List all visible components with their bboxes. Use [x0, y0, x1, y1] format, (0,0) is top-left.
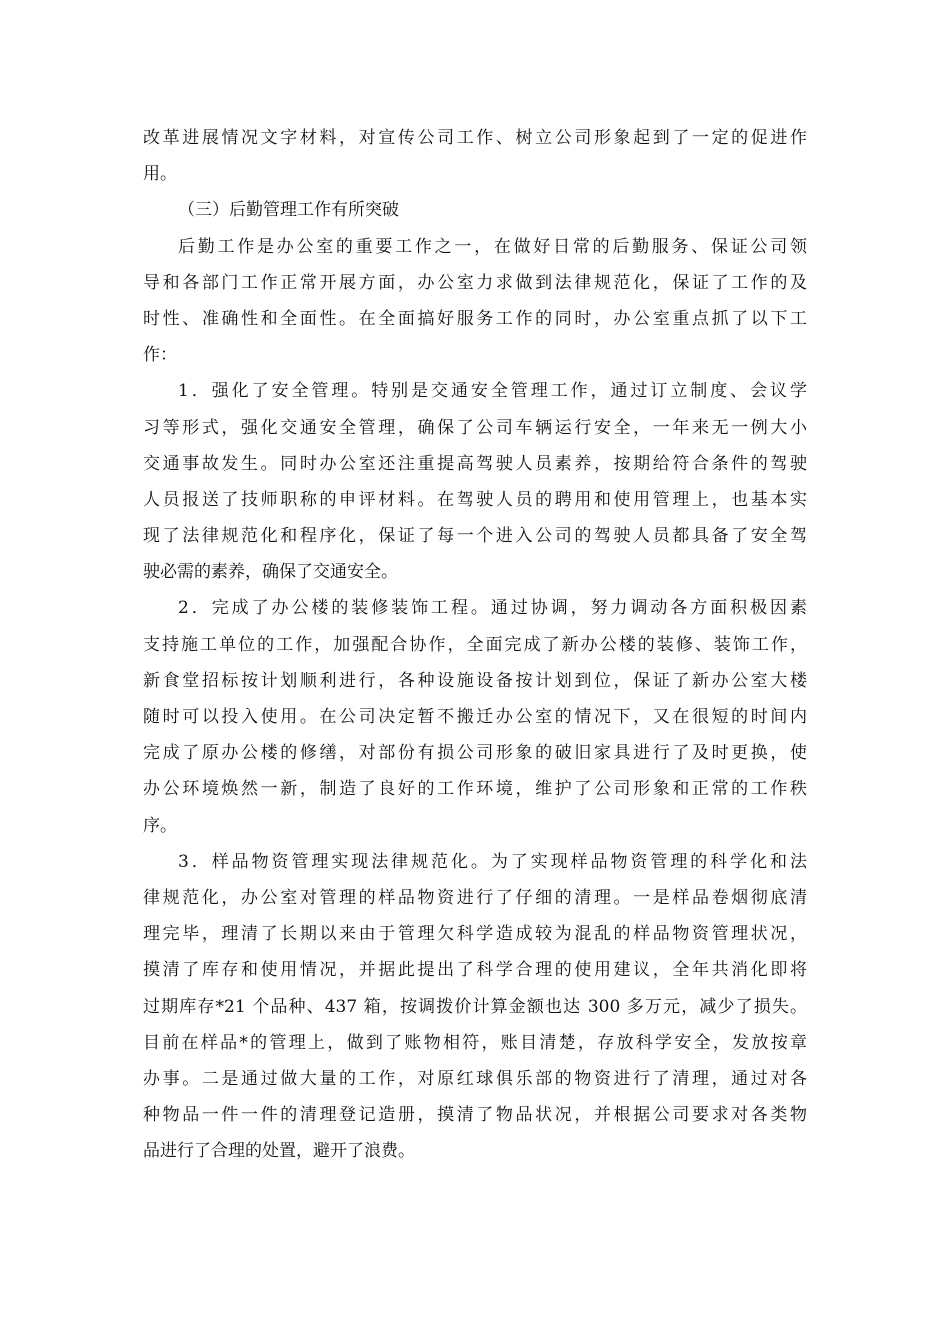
- text-line: 摸清了库存和使用情况，并据此提出了科学合理的使用建议，全年共消化即将: [143, 960, 807, 981]
- text-line: 理完毕，理清了长期以来由于管理欠科学造成较为混乱的样品物资管理状况，: [143, 924, 807, 945]
- text-line: 随时可以投入使用。在公司决定暂不搬迁办公室的情况下，又在很短的时间内: [143, 707, 807, 727]
- text-line: 2．完成了办公楼的装修装饰工程。通过协调，努力调动各方面积极因素: [178, 598, 807, 619]
- text-line: 导和各部门工作正常开展方面，办公室力求做到法律规范化，保证了工作的及: [143, 272, 807, 293]
- text-line: 种物品一件一件的清理登记造册，摸清了物品状况，并根据公司要求对各类物: [143, 1105, 807, 1126]
- text-line: 1．强化了安全管理。特别是交通安全管理工作，通过订立制度、会议学: [178, 381, 807, 402]
- text-line: 3．样品物资管理实现法律规范化。为了实现样品物资管理的科学化和法: [178, 851, 807, 872]
- text-line: 后勤工作是办公室的重要工作之一，在做好日常的后勤服务、保证公司领: [178, 236, 807, 257]
- text-line: 现了法律规范化和程序化，保证了每一个进入公司的驾驶人员都具备了安全驾: [143, 526, 807, 547]
- text-line: 作：: [143, 345, 177, 366]
- text-line: 人员报送了技师职称的申评材料。在驾驶人员的聘用和使用管理上，也基本实: [143, 489, 807, 510]
- text-line: 办事。二是通过做大量的工作，对原红球俱乐部的物资进行了清理，通过对各: [143, 1068, 807, 1089]
- body-text: [143, 120, 807, 1169]
- section-heading: （三）后勤管理工作有所突破: [178, 200, 399, 221]
- text-line: 新食堂招标按计划顺利进行，各种设施设备按计划到位，保证了新办公室大楼: [143, 670, 807, 691]
- text-line: 用。: [143, 164, 177, 185]
- text-line: 完成了原办公楼的修缮，对部份有损公司形象的破旧家具进行了及时更换，使: [143, 743, 807, 764]
- text-line: 序。: [143, 815, 177, 836]
- text-line: 时性、准确性和全面性。在全面搞好服务工作的同时，办公室重点抓了以下工: [143, 308, 807, 329]
- text-line: 习等形式，强化交通安全管理，确保了公司车辆运行安全，一年来无一例大小: [143, 417, 807, 438]
- text-line: 过期库存*21 个品种、437 箱，按调拨价计算金额也达 300 多万元，减少了损失。: [143, 996, 807, 1017]
- text-line: 办公环境焕然一新，制造了良好的工作环境，维护了公司形象和正常的工作秩: [143, 779, 807, 800]
- text-line: 驶必需的素养，确保了交通安全。: [143, 562, 398, 583]
- text-line: 律规范化，办公室对管理的样品物资进行了仔细的清理。一是样品卷烟彻底清: [143, 887, 807, 908]
- text-line: 品进行了合理的处置，避开了浪费。: [143, 1141, 415, 1162]
- text-line: 支持施工单位的工作，加强配合协作，全面完成了新办公楼的装修、装饰工作，: [143, 634, 807, 655]
- text-line: 交通事故发生。同时办公室还注重提高驾驶人员素养，按期给符合条件的驾驶: [143, 453, 807, 474]
- text-line: 目前在样品*的管理上，做到了账物相符，账目清楚，存放科学安全，发放按章: [143, 1032, 807, 1053]
- text-line: 改革进展情况文字材料，对宣传公司工作、树立公司形象起到了一定的促进作: [143, 128, 807, 148]
